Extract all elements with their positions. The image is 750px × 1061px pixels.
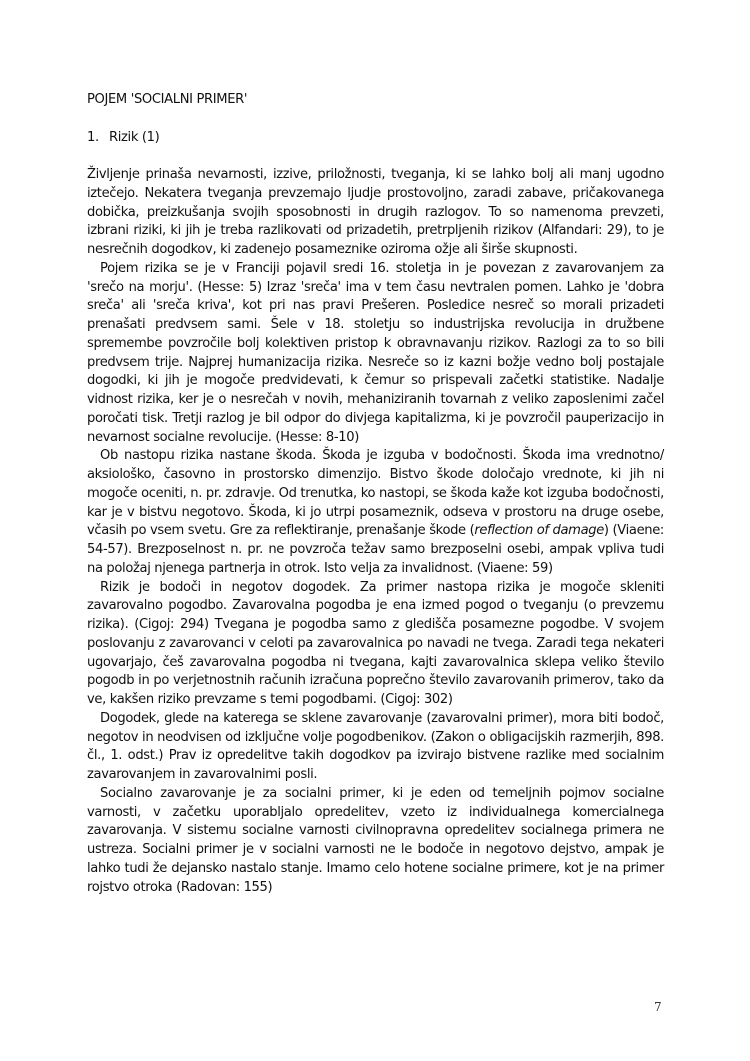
document-page: [87, 91, 664, 897]
section-heading: [87, 129, 664, 148]
paragraph: Življenje prinaša nevarnosti, izzive, priložnosti, tveganja, ki se lahko bolj ali manj ugodno iztečejo. Nekatera tveganja prevzemajo ljudje prostovoljno, zaradi zabave, pričakovanega dobička, preizkušanja svojih sposobnosti in drugih razlogov. To so namenoma prevzeti, izbrani riziki, ki jih je treba razlikovati od prizadetih, pretrpljenih rizikov (Alfandari: 29), to je nesrečnih dogodkov, ki zadenejo posameznike oziroma ožje ali širše skupnosti.: [87, 167, 664, 257]
paragraph: Dogodek, glede na katerega se sklene zavarovanje (zavarovalni primer), mora biti bodoč, negotov in neodvisen od izključne volje pogodbenikov. (Zakon o obligacijskih razmerjih, 898. čl., 1. odst.) Prav iz opredelitve takih dogodkov pa izvirajo bistvene razlike med socialnim zavarovanjem in zavarovalnimi posli.: [87, 710, 664, 782]
paragraph-text: Ob nastopu rizika nastane škoda. Škoda je izguba v bodočnosti. Škoda ima vrednotno/ aksiološko, časovno in prostorsko dimenzijo. Bistvo škode določajo vrednote, ki jih ni mogoče oceniti, n. pr. zdravje. Od trenutka, ko nastopi, se škoda kaže kot izguba bodočnosti, kar je v bistvu negotovo. Škoda, ki jo utrpi posameznik, odseva v prostoru na druge osebe, včasih po vsem svetu. Gre za reflektiranje, prenašanje škode (: [87, 448, 664, 539]
section-label: Rizik (1): [109, 129, 160, 145]
paragraph: Pojem rizika se je v Franciji pojavil sredi 16. stoletja in je povezan z zavarovanjem za 'srečo na morju'. (Hesse: 5) Izraz 'sreča' ima v tem času nevtralen pomen. Lahko je 'dobra sreča' ali 'sreča kriva', kot pri nas pravi Prešeren. Posledice nesreč so morali prizadeti prenašati predvsem sami. Šele v 18. stoletju so industrijska revolucija in družbene spremembe povzročile bolj kolektiven pristop k obravnavanju rizikov. Razlogi za to so bili predvsem trije. Najprej humanizacija rizika. Nesreče so iz kazni božje vedno bolj postajale dogodki, ki jih je mogoče predvidevati, k čemur so prispevali začetki statistike. Nadalje vidnost rizika, ker je o nesrečah v novih, mehaniziranih tovarnah z veliko zaposlenimi začel poročati tisk. Tretji razlog je bil odpor do divjega kapitalizma, ki je povzročil pauperizacijo in nevarnost socialne revolucije. (Hesse: 8-10): [87, 260, 664, 445]
body-text: [87, 166, 664, 897]
paragraph: [87, 447, 664, 578]
paragraph: Socialno zavarovanje je za socialni primer, ki je eden od temeljnih pojmov socialne varnosti, v začetku uporabljalo opredelitev, vzeto iz individualnega komercialnega zavarovanja. V sistemu socialne varnosti civilnopravna opredelitev socialnega primera ne ustreza. Socialni primer je v socialni varnosti ne le bodoče in negotovo dejstvo, ampak je lahko tudi že dejansko nastalo stanje. Imamo celo hotene socialne primere, kot je na primer rojstvo otroka (Radovan: 155): [87, 785, 664, 895]
document-title: POJEM 'SOCIALNI PRIMER': [87, 92, 248, 107]
section-number: 1.: [87, 129, 99, 145]
italic-term: reflection of damage: [474, 523, 604, 539]
paragraph: Rizik je bodoči in negotov dogodek. Za primer nastopa rizika je mogoče skleniti zavarovalno pogodbo. Zavarovalna pogodba je ena izmed pogod o tveganju (o prevzemu rizika). (Cigoj: 294) Tvegana je pogodba samo z gledišča posamezne pogodbe. V svojem poslovanju z zavarovanci v celoti pa zavarovalnica po navadi ne tvega. Zaradi tega nekateri ugovarjajo, češ zavarovalna pogodba ni tvegana, kajti zavarovalnica sklepa veliko število pogodb in po verjetnostnih računih izračuna poprečno število zavarovanih primerov, tako da ve, kakšen riziko prevzame s temi pogodbami. (Cigoj: 302): [87, 579, 664, 707]
page-number: 7: [654, 1000, 662, 1014]
paragraph-text: ) (Viaene: 54-57). Brezposelnost n. pr. ne povzroča težav samo brezposelni osebi, ampak vpliva tudi na položaj njenega partnerja in otrok. Isto velja za invalidnost. (Viaene: 59): [87, 523, 664, 576]
